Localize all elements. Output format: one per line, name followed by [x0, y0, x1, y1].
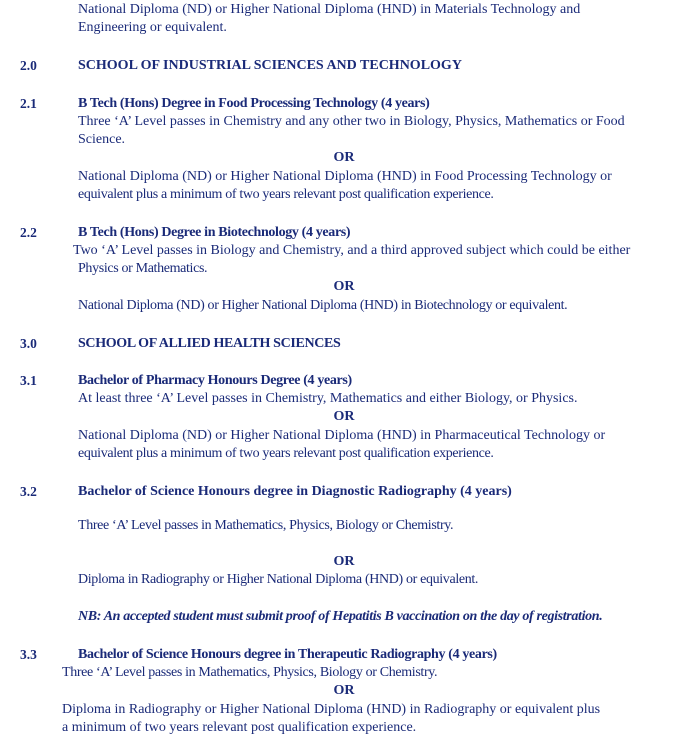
- intro-line-2: Engineering or equivalent.: [78, 20, 227, 35]
- or-separator: OR: [333, 683, 355, 698]
- requirement-line: Three ‘A’ Level passes in Mathematics, Physics, Biology or Chemistry.: [62, 665, 438, 680]
- requirement-line: At least three ‘A’ Level passes in Chemistry, Mathematics and either Biology, or Physics.: [78, 391, 578, 406]
- programme-title: B Tech (Hons) Degree in Biotechnology (4 years): [78, 225, 351, 240]
- requirement-line: Three ‘A’ Level passes in Mathematics, Physics, Biology or Chemistry.: [78, 518, 454, 533]
- requirement-line: Two ‘A’ Level passes in Biology and Chemistry, and a third approved subject which could be either: [73, 243, 631, 258]
- requirement-line: Diploma in Radiography or Higher National Diploma (HND) in Radiography or equivalent plus: [62, 702, 601, 717]
- section-number: 3.2: [20, 484, 37, 499]
- or-separator: OR: [333, 409, 355, 424]
- requirement-line: Science.: [78, 132, 126, 147]
- section-heading: SCHOOL OF ALLIED HEALTH SCIENCES: [78, 336, 341, 351]
- section-number: 3.3: [20, 647, 37, 662]
- section-number: 2.0: [20, 58, 37, 73]
- requirement-line: Three ‘A’ Level passes in Chemistry and any other two in Biology, Physics, Mathematics or Food: [78, 114, 625, 129]
- requirement-line: National Diploma (ND) or Higher National Diploma (HND) in Pharmaceutical Technology or: [78, 428, 606, 443]
- programme-title: B Tech (Hons) Degree in Food Processing Technology (4 years): [78, 96, 430, 111]
- or-separator: OR: [333, 150, 355, 165]
- section-heading: SCHOOL OF INDUSTRIAL SCIENCES AND TECHNOLOGY: [78, 58, 462, 73]
- nb-note: NB: An accepted student must submit proof of Hepatitis B vaccination on the day of registration.: [78, 609, 603, 624]
- or-separator: OR: [333, 279, 355, 294]
- section-number: 3.0: [20, 336, 37, 351]
- section-number: 2.2: [20, 225, 37, 240]
- section-number: 2.1: [20, 96, 37, 111]
- requirement-line: National Diploma (ND) or Higher National Diploma (HND) in Food Processing Technology or: [78, 169, 612, 184]
- programme-title: Bachelor of Science Honours degree in Diagnostic Radiography (4 years): [78, 484, 512, 499]
- programme-title: Bachelor of Science Honours degree in Therapeutic Radiography (4 years): [78, 647, 497, 662]
- requirement-line: Diploma in Radiography or Higher National Diploma (HND) or equivalent.: [78, 572, 479, 587]
- requirement-line: equivalent plus a minimum of two years relevant post qualification experience.: [78, 446, 494, 461]
- requirement-line: National Diploma (ND) or Higher National Diploma (HND) in Biotechnology or equivalent.: [78, 298, 568, 313]
- section-number: 3.1: [20, 373, 37, 388]
- requirement-line: equivalent plus a minimum of two years relevant post qualification experience.: [78, 187, 494, 202]
- or-separator: OR: [333, 554, 355, 569]
- intro-line-1: National Diploma (ND) or Higher National Diploma (HND) in Materials Technology and: [78, 2, 581, 17]
- programme-title: Bachelor of Pharmacy Honours Degree (4 years): [78, 373, 352, 388]
- requirement-line: a minimum of two years relevant post qualification experience.: [62, 720, 417, 735]
- requirement-line: Physics or Mathematics.: [78, 261, 208, 276]
